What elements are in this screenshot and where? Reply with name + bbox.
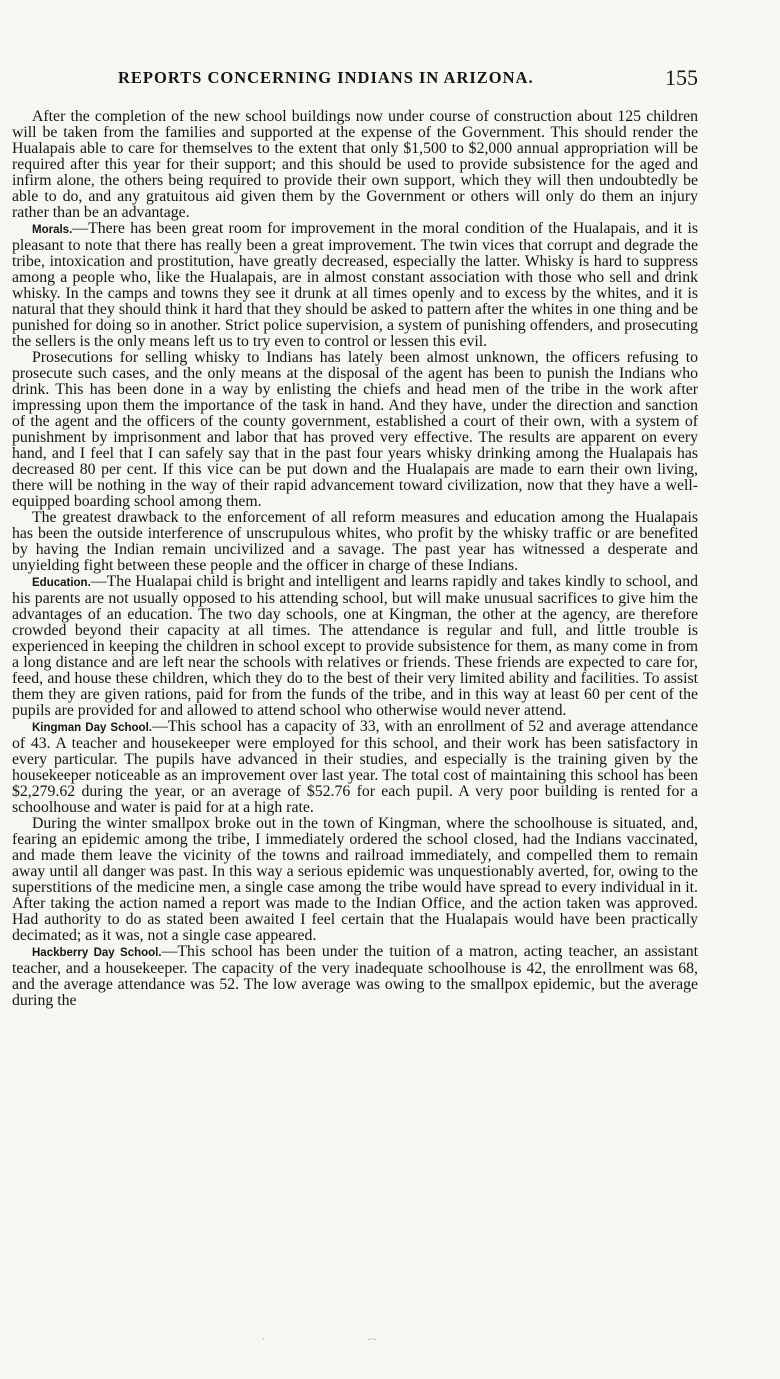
- section-lead-kingman-day-school: Kingman Day School.: [32, 722, 152, 734]
- paragraph-education: [12, 574, 698, 719]
- section-lead-morals: Morals.: [32, 224, 73, 236]
- paragraph-text: —This school has a capacity of 33, with an enrollment of 52 and average attendance of 43. A teacher and housekeeper were employed for this school, and their work has been satisfactory in every particular. The pupils have advanced in their studies, and especially is the training given by the housekeeper noticeable as an improvement over last year. The total cost of maintaining this school has been $2,279.62 during the year, or an average of $52.76 for each pupil. A very poor building is rented for a schoolhouse and water is paid for at a high rate.: [12, 718, 698, 816]
- running-head: [118, 66, 698, 90]
- paragraph-text: After the completion of the new school buildings now under course of construction about 125 children will be taken from the families and supported at the expense of the Government. This should render the Hualapais able to care for themselves to the extent that only $1,500 to $2,000 annual appropriation will be required after this year for their support; and this should be used to provide subsistence for the aged and infirm alone, the others being required to provide their own support, which they will then undoubtedly be able to do, and any gratuitous aid given them by the Government or others will only do them an injury rather than be an advantage.: [12, 108, 698, 221]
- page-number: 155: [665, 65, 698, 90]
- paragraph-text: —There has been great room for improvement in the moral condition of the Hualapais, and it is pleasant to note that there has really been a great improvement. The twin vices that corrupt and degrade the tribe, intoxication and prostitution, have greatly decreased, especially the latter. Whisky is hard to suppress among a people who, like the Hualapais, are in almost constant association with those who sell and drink whisky. In the camps and towns they see it drunk at all times openly and to excess by the whites, and it is natural that they should think it hard that they should be asked to pattern after the whites in one thing and be punished for doing so in another. Strict police supervision, a system of punishing offenders, and prosecuting the sellers is the only means left us to try even to control or lessen this evil.: [12, 220, 698, 350]
- paragraph-kingman-school: [12, 719, 698, 816]
- paragraph-hackberry-school: [12, 944, 698, 1009]
- paragraph-prosecutions: [12, 350, 698, 510]
- paragraph-drawback: [12, 510, 698, 574]
- paragraph-text: —This school has been under the tuition of a matron, acting teacher, an assistant teacher, and a housekeeper. The capacity of the very inadequate schoolhouse is 42, the enrollment was 68, and the average attendance was 52. The low average was owing to the smallpox epidemic, but the average during the: [12, 943, 699, 1009]
- paragraph-morals: [12, 221, 698, 350]
- paragraph-smallpox: [12, 816, 698, 944]
- scan-marks: · -·-: [262, 1335, 377, 1345]
- section-lead-education: Education.: [32, 577, 91, 589]
- section-lead-hackberry-day-school: Hackberry Day School.: [32, 947, 162, 959]
- paragraph-text: During the winter smallpox broke out in the town of Kingman, where the schoolhouse is situated, and, fearing an epidemic among the tribe, I immediately ordered the school closed, had the Indians vaccinated, and made them leave the vicinity of the towns and railroad immediately, and compelled them to remain away until all danger was past. In this way a serious epidemic was unquestionably averted, for, owing to the superstitions of the medicine men, a single case among the tribe would have spread to every individual in it. After taking the action named a report was made to the Indian Office, and the action taken was approved. Had authority to do as stated been awaited I feel certain that the Hualapais would have been practically decimated; as it was, not a single case appeared.: [12, 815, 698, 944]
- body-text: [12, 109, 698, 1009]
- running-title: REPORTS CONCERNING INDIANS IN ARIZONA.: [118, 68, 534, 87]
- paragraph-text: The greatest drawback to the enforcement of all reform measures and education among the Hualapais has been the outside interference of unscrupulous whites, who profit by the whisky traffic or are benefited by having the Indian remain uncivilized and a savage. The past year has witnessed a desperate and unyielding fight between these people and the officer in charge of these Indians.: [12, 509, 698, 574]
- paragraph-text: Prosecutions for selling whisky to Indians has lately been almost unknown, the officers refusing to prosecute such cases, and the only means at the disposal of the agent has been to punish the Indians who drink. This has been done in a way by enlisting the chiefs and head men of the tribe in the work after impressing upon them the importance of the task in hand. And they have, under the direction and sanction of the agent and the officers of the county government, established a court of their own, with a system of punishment by imprisonment and labor that has proved very effective. The results are apparent on every hand, and I feel that I can safely say that in the past four years whisky drinking among the Hualapais has decreased 80 per cent. If this vice can be put down and the Hualapais are made to earn their own living, there will be nothing in the way of their rapid advancement toward civilization, now that they have a well-equipped boarding school among them.: [12, 349, 698, 510]
- paragraph-intro: [12, 109, 698, 221]
- paragraph-text: —The Hualapai child is bright and intelligent and learns rapidly and takes kindly to school, and his parents are not usually opposed to his attending school, but will make unusual sacrifices to give him the advantages of an education. The two day schools, one at Kingman, the other at the agency, are therefore crowded beyond their capacity at all times. The attendance is regular and full, and little trouble is experienced in keeping the children in school except to provide subsistence for them, as many come in from a long distance and are left near the schools with relatives or friends. These friends are expected to care for, feed, and house these children, which they do to the best of their very limited ability and facilities. To assist them they are given rations, paid for from the funds of the tribe, and in this way at least 60 per cent of the pupils are provided for and allowed to attend school who otherwise would never attend.: [12, 573, 698, 719]
